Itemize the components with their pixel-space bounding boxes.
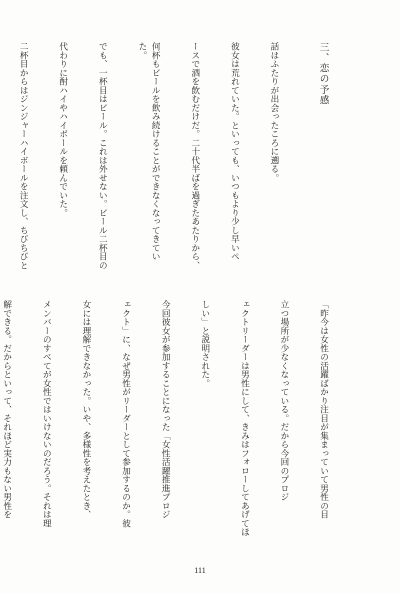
- text-line: ースで酒を飲むだけだ。二十代半ばを過ぎたあたりから、: [189, 42, 200, 270]
- text-line: 話はふたりが出会ったころに遡る。: [268, 42, 279, 182]
- text-line: ェクトリーダーは男性にして、きみはフォローしてあげてほ: [239, 300, 250, 537]
- page-number: 111: [194, 566, 206, 575]
- text-line: 二杯目からはジンジャーハイボールを注文し、ちびちびと: [18, 42, 29, 270]
- text-line: でも、一杯目はビール。これは外せない。ビール二杯目の: [97, 42, 108, 270]
- text-line: 解できる。だからといって、それほど実力もない男性を: [1, 300, 12, 519]
- upper-text-block: [18, 42, 356, 278]
- text-line: しい」と説明された。: [199, 300, 210, 388]
- text-line: 今回彼女が参加することになった「女性活躍推進プロジ: [160, 300, 171, 519]
- text-line: 彼女は荒れていた。といっても、いつもより少し早いペ: [229, 42, 240, 261]
- lower-text-block: [1, 300, 356, 556]
- text-line: メンバーのすべてが女性ではいけないのだろう。それは理: [41, 300, 52, 528]
- text-line: 代わりに酎ハイやハイボールを頼んでいた。: [57, 42, 68, 217]
- text-line: ェクト」に、なぜ男性がリーダーとして参加するのか。彼: [120, 300, 131, 528]
- section-heading: 三、恋の予感: [317, 42, 329, 106]
- text-line: 「昨今は女性の活躍ばかり注目が集まっていて男性の目: [318, 300, 329, 519]
- text-line: 何杯もビールを飲み続けることができなくなってきていた。: [136, 42, 161, 261]
- text-line: 女には理解できなかった。いや、多様性を考えたとき、: [80, 300, 91, 519]
- text-line: 立つ場所が少なくなっている。だから今回のプロジ: [278, 300, 289, 502]
